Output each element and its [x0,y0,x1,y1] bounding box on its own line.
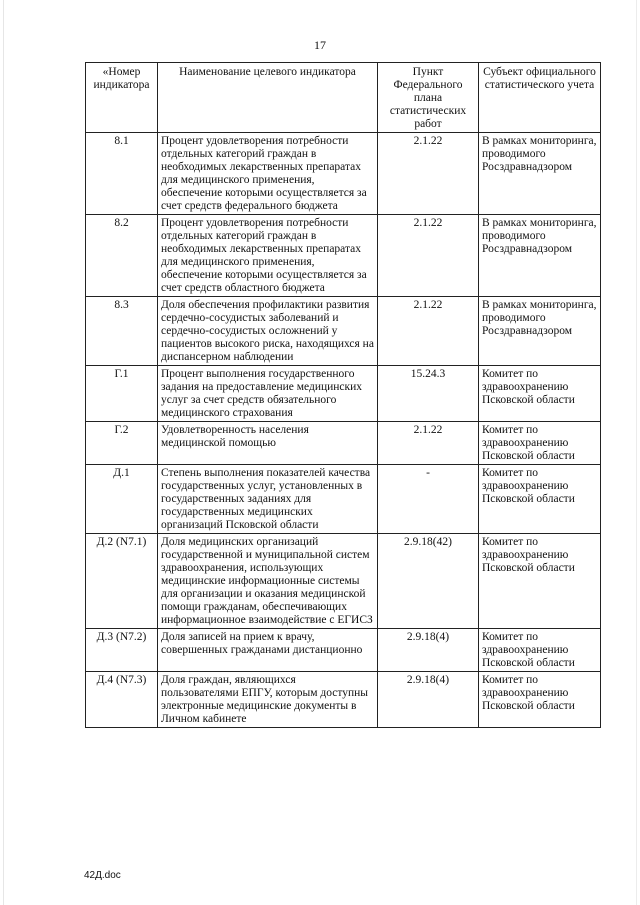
header-indicator-number: «Номер индикатора [86,63,158,133]
indicator-name: Доля медицинских организаций государственной и муниципальной систем здравоохранения, использующих медицинские информационные системы для организации и оказания медицинской помощи гражданам, обеспечивающих информационное взаимодействие с ЕГИСЗ [158,534,378,629]
indicator-name: Процент удовлетворения потребности отдельных категорий граждан в необходимых лекарственных препаратах для медицинского применения, обеспечение которыми осуществляется за счет средств областного бюджета [158,215,378,297]
federal-plan-point: 2.1.22 [378,297,479,366]
federal-plan-point: - [378,465,479,534]
page-number: 17 [314,38,326,52]
statistical-subject: В рамках мониторинга, проводимого Росздравнадзором [479,215,601,297]
statistical-subject: Комитет по здравоохранению Псковской области [479,422,601,465]
indicator-number: Д.3 (N7.2) [86,629,158,672]
indicator-name: Доля граждан, являющихся пользователями ЕПГУ, которым доступны электронные медицинские документы в Личном кабинете [158,672,378,728]
table-row [86,133,601,215]
indicator-number: Г.2 [86,422,158,465]
federal-plan-point: 2.9.18(4) [378,672,479,728]
header-federal-plan-point: Пункт Федерального плана статистических работ [378,63,479,133]
indicator-name: Доля записей на прием к врачу, совершенных гражданами дистанционно [158,629,378,672]
indicator-number: 8.3 [86,297,158,366]
statistical-subject: В рамках мониторинга, проводимого Росздравнадзором [479,297,601,366]
statistical-subject: Комитет по здравоохранению Псковской области [479,465,601,534]
indicator-name: Процент выполнения государственного задания на предоставление медицинских услуг за счет средств обязательного медицинского страхования [158,366,378,422]
statistical-subject: Комитет по здравоохранению Псковской области [479,672,601,728]
statistical-subject: Комитет по здравоохранению Псковской области [479,629,601,672]
federal-plan-point: 2.9.18(4) [378,629,479,672]
indicator-number: Д.2 (N7.1) [86,534,158,629]
table-row [86,465,601,534]
statistical-subject: Комитет по здравоохранению Псковской области [479,534,601,629]
indicator-name: Степень выполнения показателей качества государственных услуг, установленных в государственных заданиях для государственных медицинских организаций Псковской области [158,465,378,534]
indicator-number: Г.1 [86,366,158,422]
indicator-number: Д.1 [86,465,158,534]
statistical-subject: Комитет по здравоохранению Псковской области [479,366,601,422]
federal-plan-point: 15.24.3 [378,366,479,422]
indicators-table [85,62,601,728]
federal-plan-point: 2.1.22 [378,215,479,297]
indicator-number: Д.4 (N7.3) [86,672,158,728]
table-header-row [86,63,601,133]
table-row [86,215,601,297]
indicator-number: 8.1 [86,133,158,215]
header-indicator-name: Наименование целевого индикатора [158,63,378,133]
scan-edge-left [3,0,4,905]
table-row [86,422,601,465]
indicator-name: Доля обеспечения профилактики развития сердечно-сосудистых заболеваний и сердечно-сосудистых осложнений у пациентов высокого риска, находящихся на диспансерном наблюдении [158,297,378,366]
indicator-name: Процент удовлетворения потребности отдельных категорий граждан в необходимых лекарственных препаратах для медицинского применения, обеспечение которыми осуществляется за счет средств федерального бюджета [158,133,378,215]
table-row [86,297,601,366]
table-row [86,534,601,629]
federal-plan-point: 2.1.22 [378,133,479,215]
indicator-number: 8.2 [86,215,158,297]
table-row [86,629,601,672]
table-row [86,366,601,422]
indicator-name: Удовлетворенность населения медицинской помощью [158,422,378,465]
statistical-subject: В рамках мониторинга, проводимого Росздравнадзором [479,133,601,215]
federal-plan-point: 2.9.18(42) [378,534,479,629]
federal-plan-point: 2.1.22 [378,422,479,465]
table-row [86,672,601,728]
header-statistical-subject: Субъект официального статистического учета [479,63,601,133]
footer-filename: 42Д.doc [84,870,121,881]
scan-edge-right [636,0,637,905]
